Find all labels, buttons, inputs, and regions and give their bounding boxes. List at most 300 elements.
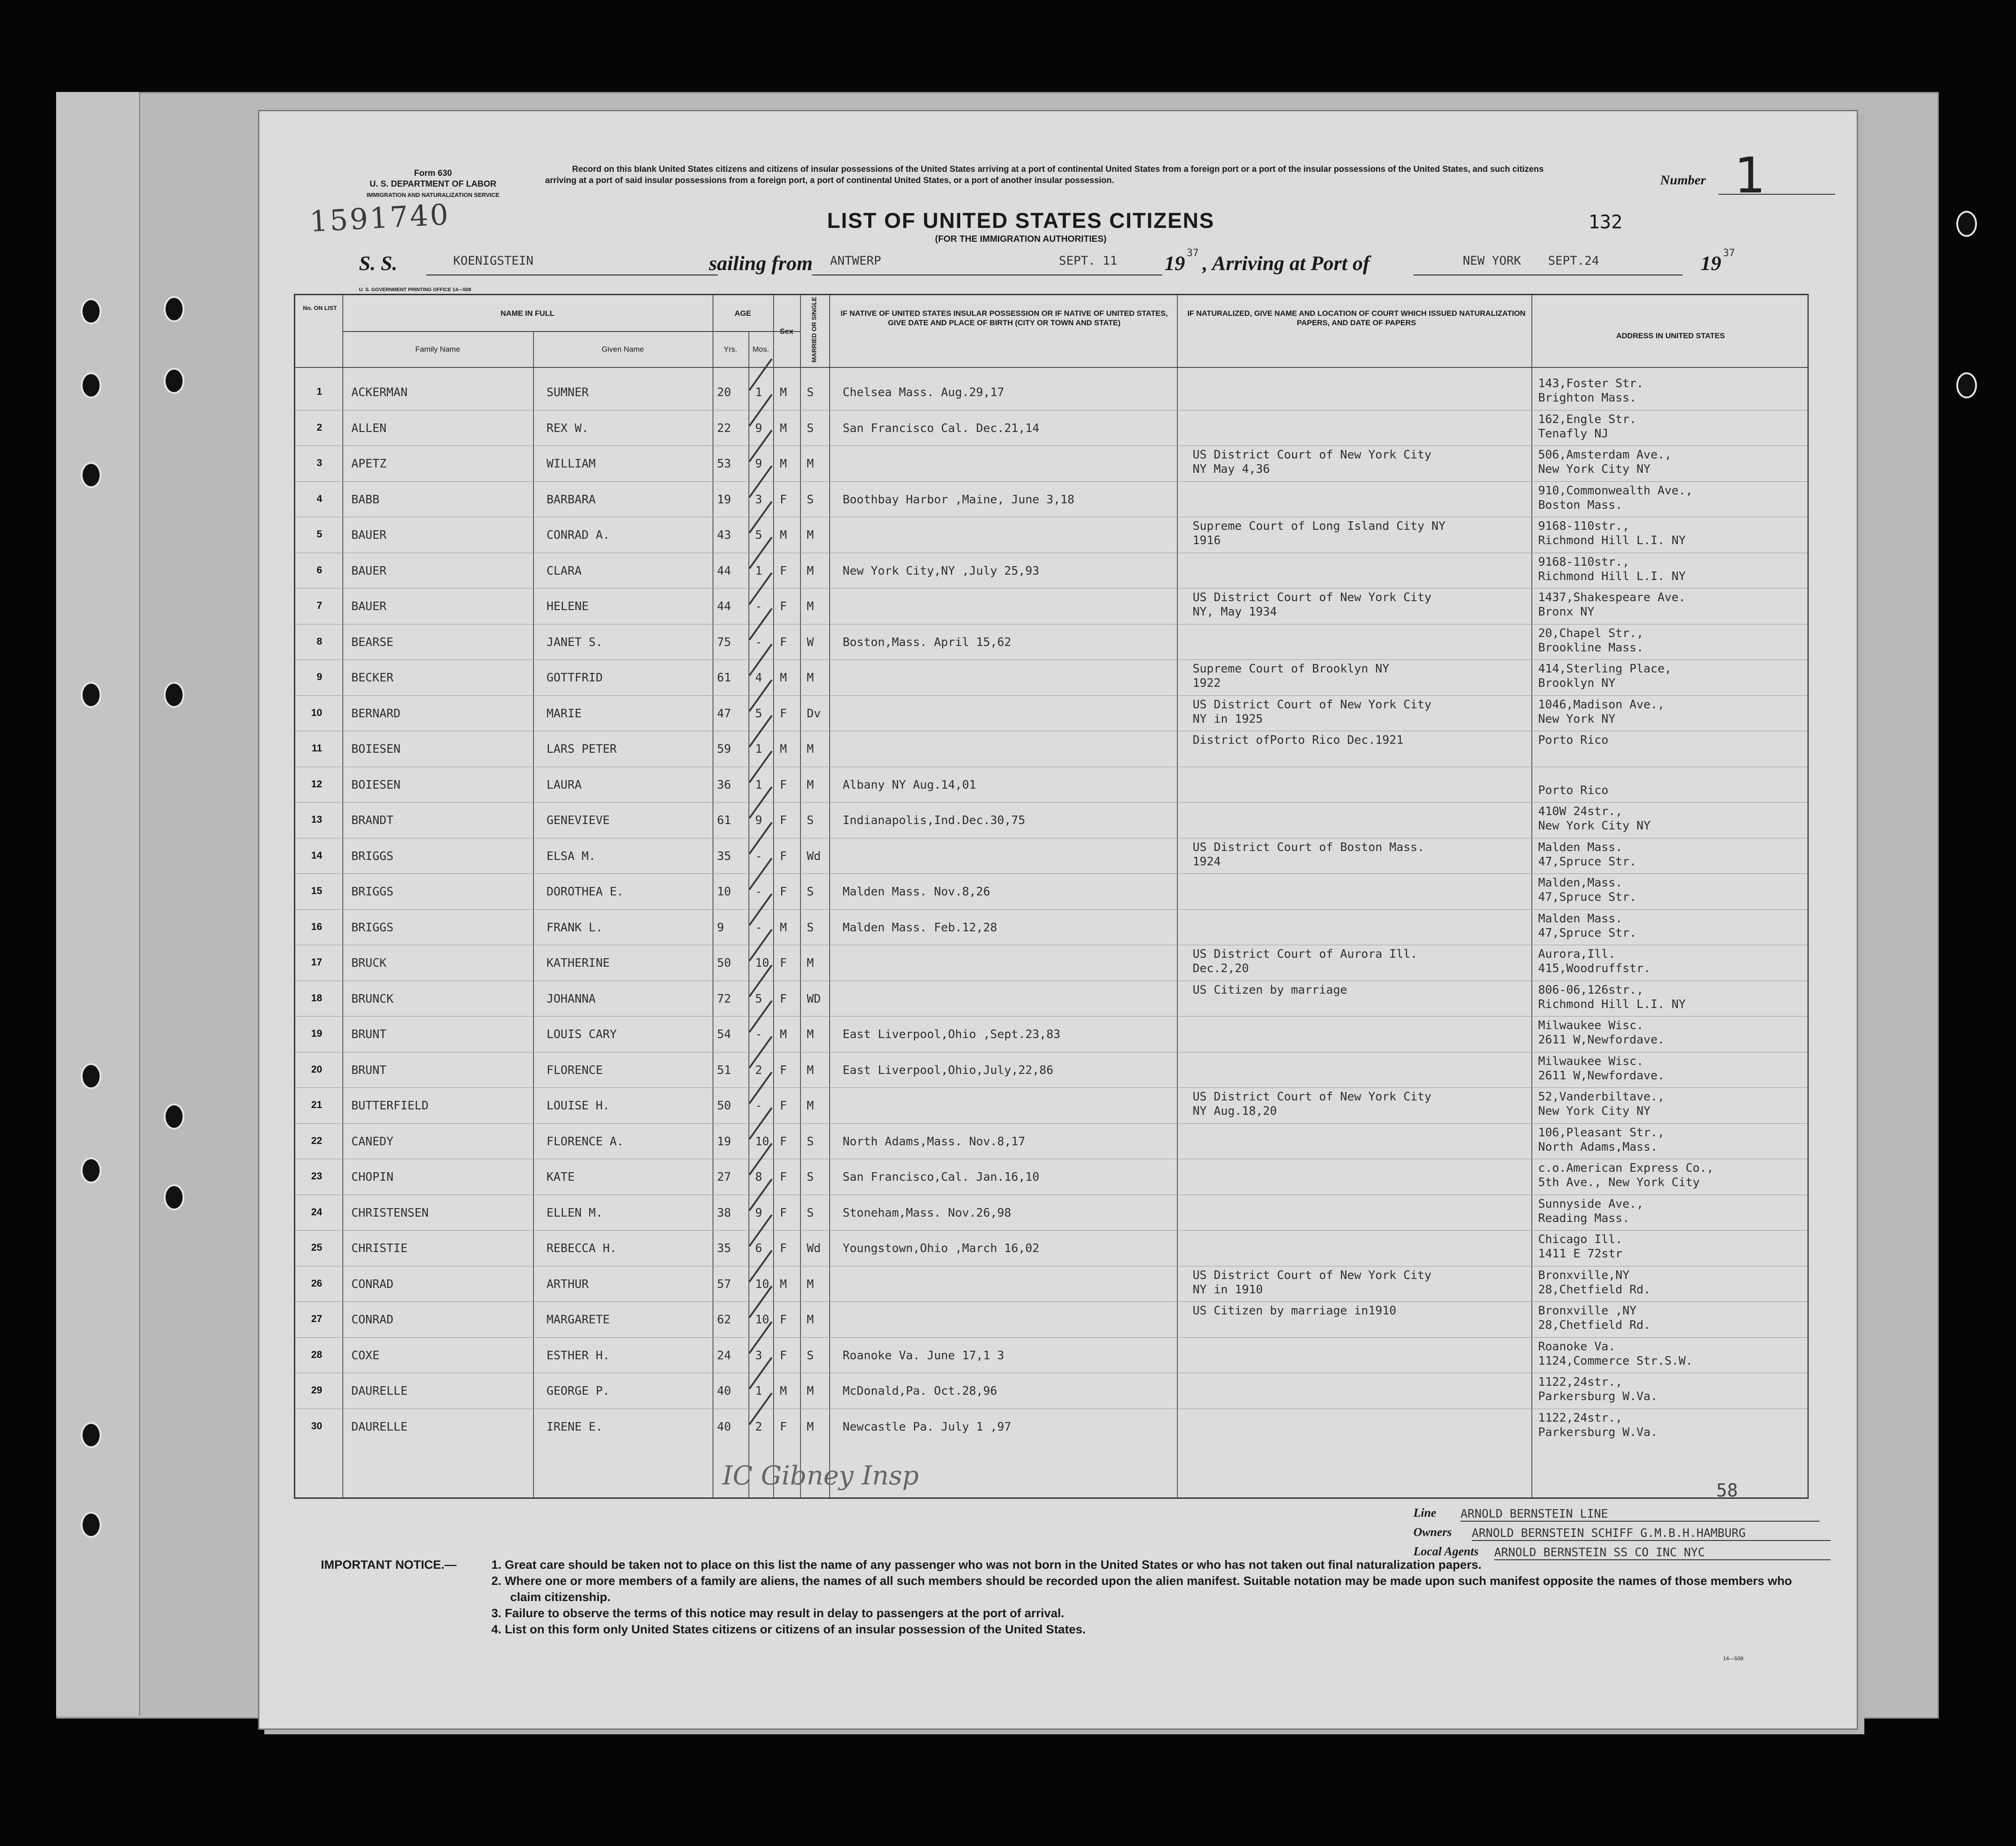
naturalization-court: US Citizen by marriage [1193, 983, 1347, 997]
inspector-signature: IC Gibney Insp [722, 1460, 919, 1491]
birth-place-date: Malden Mass. Nov.8,26 [843, 885, 990, 899]
marital-status: M [807, 457, 814, 471]
given-name: IRENE E. [547, 1420, 603, 1434]
marital-status: S [807, 1348, 814, 1362]
age-months: 5 [755, 528, 762, 542]
sex: F [780, 564, 787, 578]
line-label: Line [1413, 1506, 1436, 1519]
row-number: 9 [316, 671, 322, 682]
family-name: BRANDT [351, 814, 394, 827]
birth-place-date: Indianapolis,Ind.Dec.30,75 [843, 814, 1025, 827]
naturalization-court: Dec.2,20 [1193, 962, 1249, 975]
page-number: 58 [1716, 1480, 1738, 1501]
us-address: 1411 E 72str [1538, 1247, 1622, 1261]
birth-place-date: Youngstown,Ohio ,March 16,02 [843, 1242, 1040, 1255]
row-rule [295, 873, 1807, 874]
row-number: 13 [311, 814, 322, 825]
naturalization-court: US District Court of New York City [1193, 448, 1432, 462]
family-name: APETZ [351, 457, 387, 471]
department-name: U. S. DEPARTMENT OF LABOR [369, 179, 497, 189]
naturalization-court: US District Court of New York City [1193, 1090, 1432, 1104]
row-number: 22 [311, 1135, 322, 1146]
sex: M [780, 1028, 787, 1041]
family-name: BABB [351, 493, 380, 506]
age-months: 10 [755, 1313, 770, 1327]
age-years: 44 [717, 600, 731, 613]
us-address: 28,Chetfield Rd. [1538, 1318, 1651, 1332]
given-name: FRANK L. [547, 921, 603, 934]
age-years: 50 [717, 956, 731, 970]
table-row [295, 554, 1807, 590]
family-name: ACKERMAN [351, 386, 408, 399]
us-address: Malden Mass. [1538, 912, 1622, 925]
age-years: 43 [717, 528, 731, 542]
header-family-name: Family Name [415, 345, 460, 353]
table-row [295, 1268, 1807, 1303]
age-years: 47 [717, 707, 731, 720]
family-name: BAUER [351, 600, 387, 613]
us-address: 143,Foster Str. [1538, 377, 1644, 390]
row-rule [295, 659, 1807, 660]
age-months: 9 [755, 457, 762, 471]
age-months: 10 [755, 956, 770, 970]
sex: M [780, 921, 787, 934]
sex: F [780, 992, 787, 1006]
age-years: 27 [717, 1170, 731, 1184]
header-name-in-full: NAME IN FULL [500, 309, 555, 318]
sex: F [780, 1099, 787, 1113]
us-address: Chicago Ill. [1538, 1233, 1622, 1246]
marital-status: M [807, 1099, 814, 1113]
age-years: 22 [717, 421, 731, 435]
marital-status: S [807, 386, 814, 399]
table-row [295, 911, 1807, 947]
age-months: 2 [755, 1063, 762, 1077]
table-row [295, 1196, 1807, 1232]
age-years: 24 [717, 1348, 731, 1362]
given-name: MARGARETE [547, 1313, 610, 1327]
age-months: 5 [755, 707, 762, 720]
row-number: 15 [311, 885, 322, 896]
given-name: KATE [547, 1170, 575, 1184]
sex: F [780, 814, 787, 827]
naturalization-court: US Citizen by marriage in1910 [1193, 1304, 1396, 1318]
sail-date: SEPT. 11 [1059, 254, 1118, 268]
binder-hole [81, 1512, 101, 1538]
number-label: Number [1660, 173, 1706, 188]
given-name: WILLIAM [547, 457, 596, 471]
arrival-port: NEW YORK [1463, 254, 1522, 268]
family-name: CANEDY [351, 1135, 394, 1148]
us-address: New York City NY [1538, 463, 1651, 476]
family-name: BUTTERFIELD [351, 1099, 429, 1113]
stamp-number: 132 [1588, 211, 1622, 233]
marital-status: Dv [807, 707, 821, 720]
given-name: MARIE [547, 707, 582, 720]
naturalization-court: US District Court of Aurora Ill. [1193, 947, 1417, 961]
family-name: ALLEN [351, 421, 387, 435]
us-address: New York NY [1538, 712, 1616, 726]
age-years: 72 [717, 992, 731, 1006]
age-years: 19 [717, 1135, 731, 1148]
age-months: 9 [755, 421, 762, 435]
given-name: SUMNER [547, 386, 589, 399]
us-address: Brooklyn NY [1538, 676, 1616, 690]
birth-place-date: North Adams,Mass. Nov.8,17 [843, 1135, 1025, 1148]
from-port: ANTWERP [830, 254, 881, 268]
page-subtitle: (FOR THE IMMIGRATION AUTHORITIES) [935, 234, 1107, 244]
table-row [295, 626, 1807, 661]
naturalization-court: NY May 4,36 [1193, 463, 1270, 476]
marital-status: M [807, 1313, 814, 1327]
naturalization-court: NY in 1925 [1193, 712, 1263, 726]
row-rule [295, 1337, 1807, 1338]
table-row [295, 590, 1807, 625]
family-name: BAUER [351, 528, 387, 542]
birth-place-date: McDonald,Pa. Oct.28,96 [843, 1384, 997, 1398]
naturalization-court: 1916 [1193, 534, 1221, 547]
marital-status: M [807, 1063, 814, 1077]
us-address: Boston Mass. [1538, 498, 1622, 512]
age-months: 3 [755, 493, 762, 506]
family-name: BRIGGS [351, 849, 394, 863]
notice-item: 1. Great care should be taken not to place on this list the name of any passenger who was not born in the United States or who has not taken out final naturalization papers. [491, 1558, 1482, 1571]
sex: F [780, 1348, 787, 1362]
marital-status: M [807, 671, 814, 685]
notice-item: 4. List on this form only United States citizens or citizens of an insular possession of the United States. [491, 1623, 1086, 1636]
birth-place-date: Malden Mass. Feb.12,28 [843, 921, 997, 934]
age-months: - [755, 635, 762, 649]
family-name: DAURELLE [351, 1384, 408, 1398]
sailing-label: sailing from [709, 252, 813, 275]
family-name: COXE [351, 1348, 380, 1362]
us-address: Bronxville,NY [1538, 1268, 1630, 1282]
us-address: North Adams,Mass. [1538, 1140, 1658, 1154]
binder-hole [164, 1184, 184, 1210]
marital-status: S [807, 1135, 814, 1148]
age-months: - [755, 600, 762, 613]
table-row [295, 1339, 1807, 1375]
voyage-line [359, 248, 1795, 278]
table-row [295, 697, 1807, 733]
marital-status: M [807, 600, 814, 613]
table-row [295, 1125, 1807, 1161]
row-number: 4 [316, 493, 322, 504]
age-years: 51 [717, 1063, 731, 1077]
birth-place-date: Newcastle Pa. July 1 ,97 [843, 1420, 1011, 1434]
sex: F [780, 1313, 787, 1327]
marital-status: M [807, 1384, 814, 1398]
us-address: Brighton Mass. [1538, 391, 1637, 405]
age-months: 5 [755, 992, 762, 1006]
row-rule [295, 481, 1807, 482]
family-name: CONRAD [351, 1277, 394, 1291]
us-address: Parkersburg W.Va. [1538, 1390, 1658, 1403]
notice-lead: IMPORTANT NOTICE.— [321, 1558, 457, 1571]
birth-place-date: East Liverpool,Ohio,July,22,86 [843, 1063, 1054, 1077]
age-months: 1 [755, 386, 762, 399]
given-name: FLORENCE A. [547, 1135, 624, 1148]
given-name: GEORGE P. [547, 1384, 610, 1398]
marital-status: M [807, 564, 814, 578]
year-prefix: 19 [1164, 252, 1185, 275]
naturalization-court: NY, May 1934 [1193, 605, 1277, 619]
line-value: ARNOLD BERNSTEIN LINE [1461, 1507, 1819, 1522]
marital-status: Wd [807, 849, 821, 863]
row-number: 1 [316, 386, 322, 397]
printing-office: U. S. GOVERNMENT PRINTING OFFICE 14—508 [359, 287, 471, 292]
family-name: BEARSE [351, 635, 394, 649]
given-name: JANET S. [547, 635, 603, 649]
marital-status: WD [807, 992, 821, 1006]
sex: F [780, 1420, 787, 1434]
family-name: BRUNT [351, 1028, 387, 1041]
row-rule [295, 588, 1807, 589]
row-number: 27 [311, 1313, 322, 1324]
age-months: 1 [755, 742, 762, 756]
row-rule [295, 1230, 1807, 1231]
us-address: Porto Rico [1538, 783, 1609, 797]
us-address: Milwaukee Wisc. [1538, 1019, 1644, 1032]
marital-status: S [807, 885, 814, 899]
age-years: 9 [717, 921, 724, 934]
naturalization-court: 1922 [1193, 676, 1221, 690]
naturalization-court: 1924 [1193, 855, 1221, 868]
birth-place-date: Albany NY Aug.14,01 [843, 778, 976, 792]
given-name: ELLEN M. [547, 1206, 603, 1220]
family-name: DAURELLE [351, 1420, 408, 1434]
marital-status: S [807, 814, 814, 827]
table-row [295, 483, 1807, 519]
row-number: 12 [311, 778, 322, 790]
us-address: 410W 24str., [1538, 805, 1622, 818]
us-address: Bronx NY [1538, 605, 1595, 619]
row-number: 14 [311, 849, 322, 861]
binder-hole [81, 462, 101, 488]
us-address: 5th Ave., New York City [1538, 1176, 1700, 1189]
agents-value: ARNOLD BERNSTEIN SS CO INC NYC [1494, 1546, 1831, 1560]
table-row [295, 1410, 1807, 1446]
us-address: 1122,24str., [1538, 1411, 1622, 1425]
sex: M [780, 1277, 787, 1291]
us-address: New York City NY [1538, 819, 1651, 833]
table-row [295, 519, 1807, 554]
us-address: 47,Spruce Str. [1538, 855, 1637, 868]
given-name: REX W. [547, 421, 589, 435]
marital-status: M [807, 1420, 814, 1434]
given-name: GENEVIEVE [547, 814, 610, 827]
family-name: BOIESEN [351, 778, 401, 792]
agents-label: Local Agents [1413, 1545, 1479, 1558]
given-name: DOROTHEA E. [547, 885, 624, 899]
age-years: 20 [717, 386, 731, 399]
given-name: HELENE [547, 600, 589, 613]
notice-item: 2. Where one or more members of a family are aliens, the names of all such members should be recorded upon the alien manifest. Suitable notation may be made upon such manifest opposite the names of those members who claim citizenship. [491, 1574, 1792, 1604]
notice-item: 3. Failure to observe the terms of this notice may result in delay to passengers at the port of arrival. [491, 1606, 1064, 1620]
binder-hole [81, 682, 101, 708]
us-address: Tenafly NJ [1538, 427, 1609, 441]
binder-hole [81, 1063, 101, 1089]
marital-status: M [807, 742, 814, 756]
age-years: 44 [717, 564, 731, 578]
sex: F [780, 1242, 787, 1255]
us-address: 1122,24str., [1538, 1375, 1622, 1389]
marital-status: S [807, 921, 814, 934]
marital-status: M [807, 1277, 814, 1291]
us-address: 1124,Commerce Str.S.W. [1538, 1354, 1693, 1368]
header-married-or-single: MARRIED OR SINGLE [810, 297, 818, 362]
age-years: 61 [717, 671, 731, 685]
naturalization-court: NY Aug.18,20 [1193, 1104, 1277, 1118]
row-number: 11 [311, 742, 322, 754]
marital-status: S [807, 1206, 814, 1220]
table-row [295, 1054, 1807, 1089]
age-months: 10 [755, 1277, 770, 1291]
sex: M [780, 386, 787, 399]
sex: F [780, 1135, 787, 1148]
form-header [316, 168, 550, 201]
row-number: 5 [316, 528, 322, 540]
sex: F [780, 1206, 787, 1220]
naturalization-court: NY in 1910 [1193, 1283, 1263, 1296]
age-years: 35 [717, 849, 731, 863]
us-address: 506,Amsterdam Ave., [1538, 448, 1672, 462]
marital-status: M [807, 778, 814, 792]
us-address: 415,Woodruffstr. [1538, 962, 1651, 975]
age-years: 38 [717, 1206, 731, 1220]
row-rule [295, 1016, 1807, 1017]
table-row [295, 661, 1807, 697]
binder-hole [164, 296, 184, 322]
sex: M [780, 671, 787, 685]
age-months: - [755, 921, 762, 934]
binder-hole [1956, 211, 1977, 237]
birth-place-date: East Liverpool,Ohio ,Sept.23,83 [843, 1028, 1061, 1041]
sex: M [780, 421, 787, 435]
row-number: 10 [311, 707, 322, 718]
us-address: Parkersburg W.Va. [1538, 1425, 1658, 1439]
sex: F [780, 1170, 787, 1184]
year-prefix-2: 19 [1701, 252, 1721, 275]
marital-status: S [807, 421, 814, 435]
sex: M [780, 457, 787, 471]
given-name: ESTHER H. [547, 1348, 610, 1362]
given-name: JOHANNA [547, 992, 596, 1006]
family-name: CHRISTIE [351, 1242, 408, 1255]
age-years: 75 [717, 635, 731, 649]
row-rule [295, 802, 1807, 803]
family-name: BRUNT [351, 1063, 387, 1077]
given-name: KATHERINE [547, 956, 610, 970]
us-address: 1437,Shakespeare Ave. [1538, 591, 1686, 604]
sex: F [780, 707, 787, 720]
table-row [295, 804, 1807, 839]
given-name: GOTTFRID [547, 671, 603, 685]
age-years: 10 [717, 885, 731, 899]
age-years: 50 [717, 1099, 731, 1113]
table-row [295, 1232, 1807, 1267]
sex: F [780, 493, 787, 506]
row-rule [295, 445, 1807, 446]
row-number: 18 [311, 992, 322, 1004]
row-number: 23 [311, 1170, 322, 1182]
table-row [295, 947, 1807, 982]
sex: F [780, 778, 787, 792]
us-address: Aurora,Ill. [1538, 947, 1616, 961]
intro-text: Record on this blank United States citizens and citizens of insular possessions of the United States arriving at a port of continental United States from a foreign port or a port of the insular possessions of the United States, and such citizens arriving at a port of said insular possessions from a foreign port, a port of continental United States, or a port of another insular possession. [545, 165, 1544, 185]
arriving-label: , Arriving at Port of [1203, 252, 1370, 275]
age-months: - [755, 885, 762, 899]
given-name: ARTHUR [547, 1277, 589, 1291]
ship-name: KOENIGSTEIN [453, 254, 534, 268]
sex: F [780, 956, 787, 970]
row-number: 21 [311, 1099, 322, 1110]
us-address: 52,Vanderbiltave., [1538, 1090, 1665, 1104]
birth-place-date: Stoneham,Mass. Nov.26,98 [843, 1206, 1011, 1220]
birth-place-date: Boothbay Harbor ,Maine, June 3,18 [843, 493, 1075, 506]
binder-hole [81, 1422, 101, 1448]
naturalization-court: District ofPorto Rico Dec.1921 [1193, 733, 1404, 747]
row-rule [295, 695, 1807, 696]
sex: M [780, 1384, 787, 1398]
header-age: AGE [735, 309, 751, 318]
age-years: 57 [717, 1277, 731, 1291]
marital-status: S [807, 493, 814, 506]
age-months: 3 [755, 1348, 762, 1362]
age-years: 19 [717, 493, 731, 506]
birth-place-date: New York City,NY ,July 25,93 [843, 564, 1040, 578]
row-number: 30 [311, 1420, 322, 1431]
us-address: c.o.American Express Co., [1538, 1161, 1714, 1175]
given-name: FLORENCE [547, 1063, 603, 1077]
form-code: 14—508 [1723, 1655, 1744, 1662]
age-years: 35 [717, 1242, 731, 1255]
family-name: CHRISTENSEN [351, 1206, 429, 1220]
col-divider [1807, 295, 1808, 1497]
age-months: 1 [755, 564, 762, 578]
naturalization-court: Supreme Court of Long Island City NY [1193, 519, 1446, 533]
row-number: 8 [316, 635, 322, 647]
us-address: Reading Mass. [1538, 1211, 1630, 1225]
table-row [295, 733, 1807, 768]
handwritten-id: 1591740 [309, 198, 451, 239]
family-name: BAUER [351, 564, 387, 578]
age-years: 40 [717, 1420, 731, 1434]
us-address: Milwaukee Wisc. [1538, 1054, 1644, 1068]
given-name: CONRAD A. [547, 528, 610, 542]
us-address: Roanoke Va. [1538, 1340, 1616, 1353]
sex: F [780, 635, 787, 649]
row-rule [295, 1087, 1807, 1088]
us-address: Sunnyside Ave., [1538, 1197, 1644, 1211]
age-years: 62 [717, 1313, 731, 1327]
binder-hole [164, 1104, 184, 1130]
age-years: 54 [717, 1028, 731, 1041]
family-name: CHOPIN [351, 1170, 394, 1184]
sex: F [780, 600, 787, 613]
row-number: 2 [316, 421, 322, 433]
naturalization-court: US District Court of New York City [1193, 591, 1432, 604]
table-row [295, 376, 1807, 411]
marital-status: Wd [807, 1242, 821, 1255]
header-birth: IF NATIVE OF UNITED STATES INSULAR POSSESSION OR IF NATIVE OF UNITED STATES, GIVE DATE AND PLACE OF BIRTH (CITY OR TOWN AND STATE) [840, 309, 1168, 327]
table-row [295, 412, 1807, 447]
marital-status: W [807, 635, 814, 649]
naturalization-court: US District Court of New York City [1193, 698, 1432, 711]
sex: F [780, 885, 787, 899]
header-rule [295, 367, 1807, 368]
sail-year: 37 [1187, 248, 1199, 259]
